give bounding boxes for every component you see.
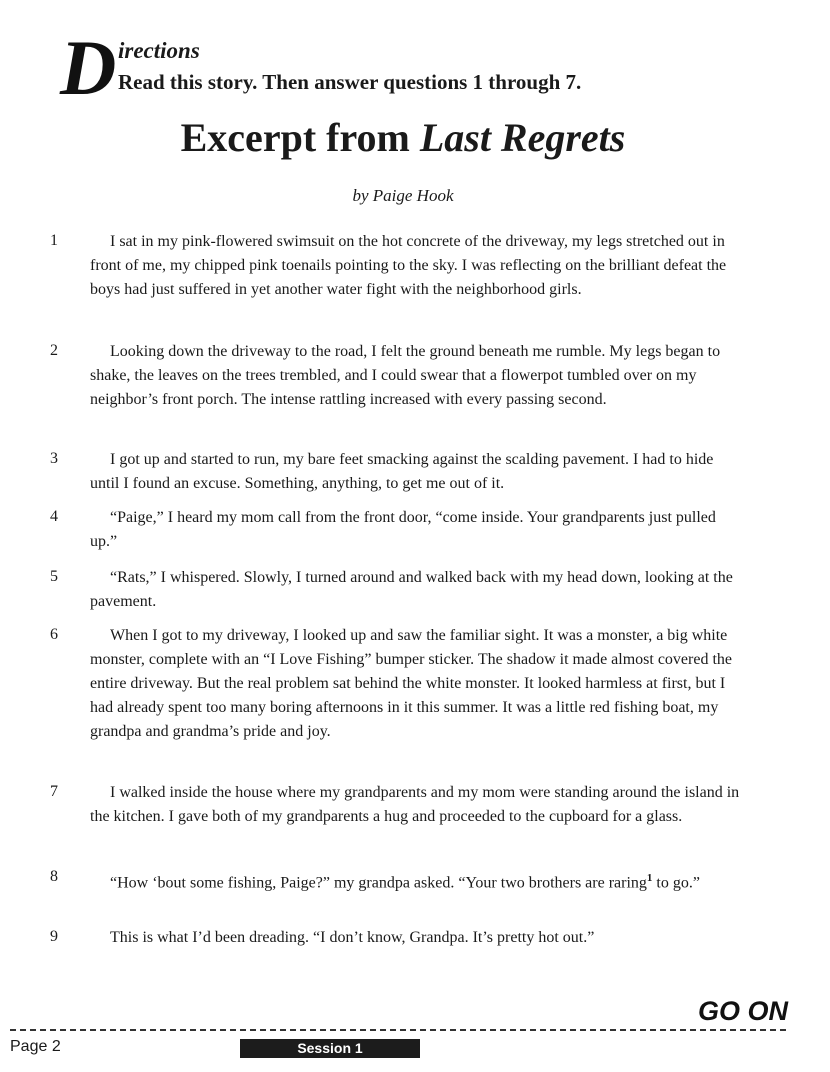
paragraph-number: 8 xyxy=(50,868,58,885)
paragraph-text: I sat in my pink-flowered swimsuit on the hot concrete of the driveway, my legs stretched out in front of me, my chipped pink toenails pointing to the sky. I was reflecting on the brilliant defeat the boys had just suffered in yet another water fight with the neighborhood girls. xyxy=(90,233,727,298)
paragraph-number: 4 xyxy=(50,508,58,525)
paragraph-number: 2 xyxy=(50,342,58,359)
paragraph-7 xyxy=(50,781,740,829)
story-title xyxy=(0,114,806,161)
paragraph-number: 7 xyxy=(50,783,58,800)
paragraph-text-continued: to go.” xyxy=(652,874,700,892)
paragraph-5 xyxy=(50,566,740,614)
paragraph-4 xyxy=(50,506,740,554)
page-number: Page 2 xyxy=(10,1038,61,1055)
directions-text: Read this story. Then answer questions 1 through 7. xyxy=(118,70,582,94)
paragraph-6 xyxy=(50,624,740,744)
paragraph-number: 6 xyxy=(50,626,58,643)
paragraph-2 xyxy=(50,340,740,412)
paragraph-text: When I got to my driveway, I looked up and saw the familiar sight. It was a monster, a big white monster, complete with an “I Love Fishing” bumper sticker. The shadow it made almost covered the entire driveway. But the real problem sat behind the white monster. It looked harmless at first, but I had already spent too many boring afternoons in it this summer. It was a little red fishing boat, my grandpa and grandma’s pride and joy. xyxy=(90,627,733,740)
paragraph-text: Looking down the driveway to the road, I felt the ground beneath me rumble. My legs began to shake, the leaves on the trees trembled, and I could swear that a flowerpot tumbled over on my neighbor’s front porch. The intense rattling increased with every passing second. xyxy=(90,343,721,408)
session-badge: Session 1 xyxy=(240,1039,420,1058)
paragraph-8 xyxy=(50,866,740,895)
byline: by Paige Hook xyxy=(352,186,454,205)
paragraph-3 xyxy=(50,448,740,496)
paragraph-number: 1 xyxy=(50,232,58,249)
paragraph-1 xyxy=(50,230,740,302)
paragraph-9 xyxy=(50,926,740,950)
directions-word: irections xyxy=(118,38,200,63)
footnote-marker: 1 xyxy=(646,872,653,884)
paragraph-number: 9 xyxy=(50,928,58,945)
paragraph-text xyxy=(90,866,740,895)
directions-drop-cap: D xyxy=(60,24,117,111)
paragraph-text: “Paige,” I heard my mom call from the front door, “come inside. Your grandparents just pulled up.” xyxy=(90,509,716,550)
paragraph-text: This is what I’d been dreading. “I don’t know, Grandpa. It’s pretty hot out.” xyxy=(110,929,595,946)
footer-divider xyxy=(10,1029,786,1031)
go-on-label: GO ON xyxy=(697,996,788,1026)
story-title-main: Excerpt from xyxy=(180,115,420,160)
paragraph-text: I walked inside the house where my grandparents and my mom were standing around the island in the kitchen. I gave both of my grandparents a hug and proceeded to the cupboard for a glass. xyxy=(90,784,740,825)
paragraph-text: I got up and started to run, my bare feet smacking against the scalding pavement. I had to hide until I found an excuse. Something, anything, to get me out of it. xyxy=(90,451,714,492)
paragraph-text: “Rats,” I whispered. Slowly, I turned around and walked back with my head down, looking at the pavement. xyxy=(90,569,733,610)
paragraph-text-main: “How ‘bout some fishing, Paige?” my grandpa asked. “Your two brothers are raring xyxy=(110,874,647,892)
paragraph-number: 3 xyxy=(50,450,58,467)
story-title-italic: Last Regrets xyxy=(419,115,626,160)
paragraph-number: 5 xyxy=(50,568,58,585)
